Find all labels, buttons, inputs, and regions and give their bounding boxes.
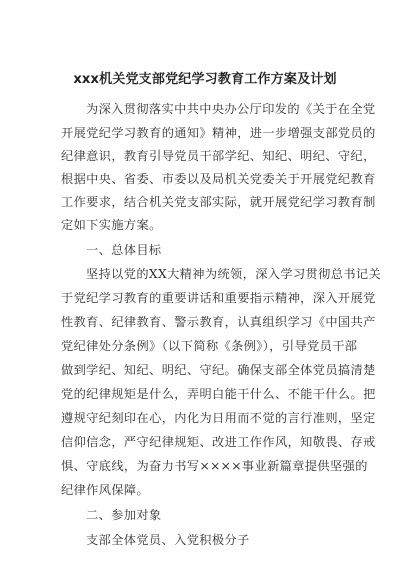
paragraph-line: 纪律意识，教育引导党员干部学纪、知纪、明纪、守纪， <box>61 149 376 163</box>
paragraph-line: 支部全体党员、入党积极分子 <box>86 533 250 547</box>
paragraph-line: 党纪律处分条例》（以下简称《条例》），引导党员干部 <box>61 339 358 353</box>
paragraph-line: 党的纪律规矩是什么，弄明白能干什么、不能干什么。把 <box>61 387 376 401</box>
section-heading: 二、参加对象 <box>86 508 162 522</box>
paragraph-line: 遵规守纪刻印在心，内化为日用而不觉的言行准则，坚定 <box>61 411 376 425</box>
paragraph-line: 纪律作风保障。 <box>61 483 150 497</box>
paragraph-line: 为深入贯彻落实中共中央办公厅印发的《关于在全党 <box>86 102 376 116</box>
paragraph-line: 根据中央、省委、市委以及局机关党委关于开展党纪教育 <box>61 172 376 186</box>
paragraph-line: 坚持以党的XX大精神为统领，深入学习贯彻总书记关 <box>86 267 382 281</box>
section-heading: 一、总体目标 <box>86 243 162 257</box>
paragraph-line: 做到学纪、知纪、明纪、守纪。确保支部全体党员搞清楚 <box>61 363 376 377</box>
paragraph-line: 惧、守底线，为奋力书写××××事业新篇章提供坚强的 <box>61 459 368 473</box>
paragraph-line: 信仰信念，严守纪律规矩、改进工作作风，知敬畏、存戒 <box>61 435 376 449</box>
document-title: xxx机关党支部党纪学习教育工作方案及计划 <box>73 72 337 87</box>
paragraph-line: 工作要求，结合机关党支部实际，就开展党纪学习教育制 <box>61 195 376 209</box>
paragraph-line: 性教育、纪律教育、警示教育，认真组织学习《中国共产 <box>61 315 376 329</box>
paragraph-line: 定如下实施方案。 <box>61 218 162 232</box>
paragraph-line: 开展党纪学习教育的通知》精神，进一步增强支部党员的 <box>61 126 376 140</box>
paragraph-line: 于党纪学习教育的重要讲话和重要指示精神，深入开展党 <box>61 291 376 305</box>
